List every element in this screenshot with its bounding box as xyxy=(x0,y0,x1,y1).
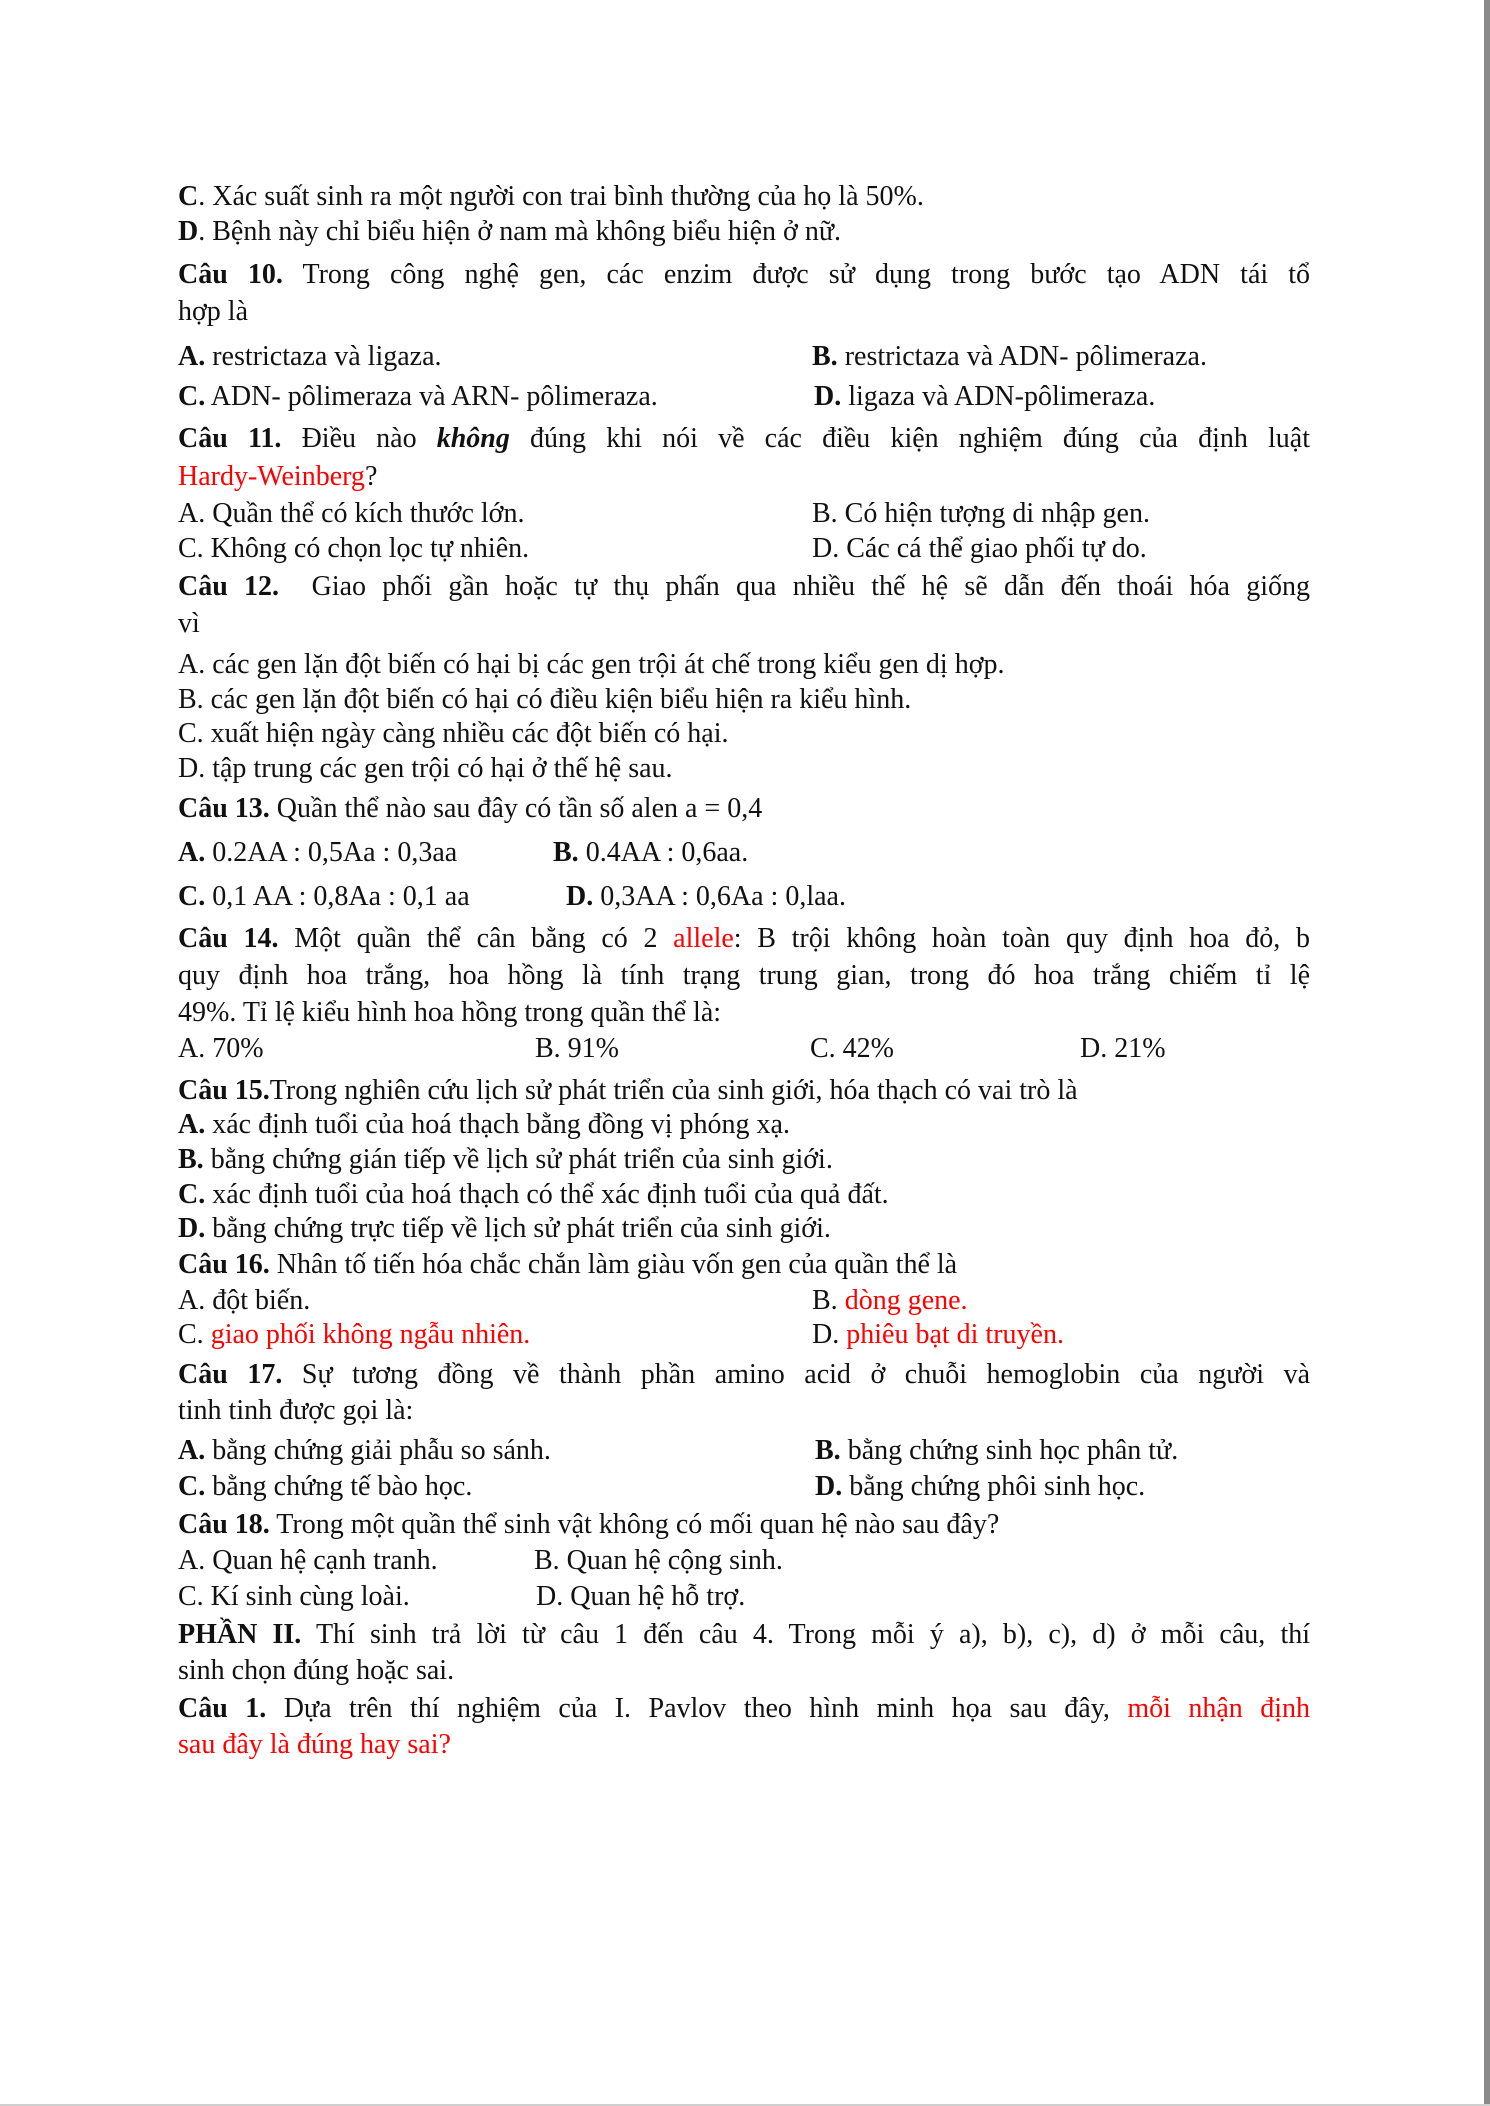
q16-option-a xyxy=(178,1285,310,1316)
part2-heading xyxy=(178,1618,1310,1652)
q15-option-b xyxy=(178,1143,833,1177)
q11-option-a: A. Quần thể có kích thước lớn. xyxy=(178,498,525,529)
option-text: dòng gene. xyxy=(844,1285,968,1316)
question-label: Câu 11. xyxy=(178,423,282,454)
option-letter: C. xyxy=(178,381,206,412)
q16-option-b xyxy=(812,1284,968,1318)
stem-text: Sự tương đồng về thành phần amino acid ở chuỗi hemoglobin của người và xyxy=(301,1359,1310,1390)
stem-text: Nhân tố tiến hóa chắc chắn làm giàu vốn gen của quần thể là xyxy=(276,1249,958,1280)
q16-options-row2 xyxy=(178,1318,1064,1352)
question-label: Câu 12. xyxy=(178,571,280,602)
highlighted-text: sau đây là đúng hay sai? xyxy=(178,1729,451,1760)
q16-stem xyxy=(178,1248,957,1282)
question-label: Câu 1. xyxy=(178,1693,267,1724)
option-text: 0.4AA : 0,6aa. xyxy=(585,837,749,868)
option-text: giao phối không ngẫu nhiên. xyxy=(210,1319,531,1350)
q10-option-b xyxy=(812,340,1207,374)
p2q1-stem xyxy=(178,1692,1310,1726)
q11-options-row2 xyxy=(178,532,1147,566)
q12-option-a: A. các gen lặn đột biến có hại bị các gen trội át chế trong kiểu gen dị hợp. xyxy=(178,649,1005,680)
highlighted-text: allele xyxy=(673,923,734,954)
q13-option-d xyxy=(566,880,846,914)
option-letter: C. xyxy=(178,1179,206,1210)
q9-option-d: D. Bệnh này chỉ biểu hiện ở nam mà không biểu hiện ở nữ. xyxy=(178,216,842,247)
stem-text: đúng khi nói về các điều kiện nghiệm đúng của định luật xyxy=(530,423,1311,454)
q18-option-d: D. Quan hệ hỗ trợ. xyxy=(536,1581,746,1612)
q17-option-b xyxy=(815,1434,1178,1468)
option-letter: C xyxy=(178,181,199,212)
question-label: Câu 17. xyxy=(178,1359,283,1390)
option-text: Xác suất sinh ra một người con trai bình thường của họ là 50%. xyxy=(212,181,924,212)
stem-text: Trong công nghệ gen, các enzim được sử dụng trong bước tạo ADN tái tổ xyxy=(302,259,1311,290)
q17-stem-cont: tinh tinh được gọi là: xyxy=(178,1395,414,1426)
option-text: bằng chứng giải phẫu so sánh. xyxy=(212,1435,551,1466)
q12-option-c: C. xuất hiện ngày càng nhiều các đột biến có hại. xyxy=(178,718,729,749)
q12-stem-cont xyxy=(178,607,200,641)
option-letter: A. xyxy=(178,341,206,372)
q11-option-d: D. Các cá thể giao phối tự do. xyxy=(812,533,1147,564)
option-text: bằng chứng phôi sinh học. xyxy=(849,1471,1146,1502)
option-letter: B. xyxy=(553,837,579,868)
option-letter: C. xyxy=(178,1319,204,1350)
q10-option-a xyxy=(178,341,442,372)
q14-option-c: C. 42% xyxy=(810,1033,894,1064)
option-text: ligaza và ADN-pôlimeraza. xyxy=(848,381,1156,412)
stem-text: Trong một quần thể sinh vật không có mối quan hệ nào sau đây? xyxy=(276,1509,1000,1540)
option-text: bằng chứng sinh học phân tử. xyxy=(847,1435,1179,1466)
option-letter: C. xyxy=(178,1471,206,1502)
q15-option-c xyxy=(178,1178,889,1212)
q14-option-d: D. 21% xyxy=(1080,1033,1166,1064)
q16-options-row1 xyxy=(178,1284,968,1318)
stem-text: Trong nghiên cứu lịch sử phát triển của sinh giới, hóa thạch có vai trò là xyxy=(269,1075,1078,1106)
stem-text: Điều nào xyxy=(301,423,417,454)
q10-stem xyxy=(178,258,1310,292)
option-text: 0,1 AA : 0,8Aa : 0,1 aa xyxy=(212,881,470,912)
option-letter: B. xyxy=(815,1435,841,1466)
stem-text: Giao phối gần hoặc tự thụ phấn qua nhiều thế hệ sẽ dẫn đến thoái hóa giống xyxy=(311,571,1311,602)
q13-option-b xyxy=(553,836,748,870)
q10-options-row1 xyxy=(178,340,1207,374)
q10-options-row2 xyxy=(178,380,1156,414)
option-text: bằng chứng gián tiếp về lịch sử phát triển của sinh giới. xyxy=(210,1144,833,1175)
q14-options xyxy=(178,1032,1166,1066)
q18-stem xyxy=(178,1508,999,1542)
option-text: 0.2AA : 0,5Aa : 0,3aa xyxy=(212,837,458,868)
section-label: PHẦN II. xyxy=(178,1619,302,1650)
question-label: Câu 13. xyxy=(178,793,270,824)
q15-option-a xyxy=(178,1108,790,1142)
question-label: Câu 10. xyxy=(178,259,283,290)
stem-text: Quần thể nào sau đây có tần số alen a = 0,4 xyxy=(276,793,763,824)
option-text: restrictaza và ligaza. xyxy=(212,341,442,372)
q15-option-d xyxy=(178,1212,831,1246)
option-letter: D. xyxy=(812,1319,840,1350)
option-text: phiêu bạt di truyền. xyxy=(846,1319,1064,1350)
q14-stem-cont: 49%. Tỉ lệ kiểu hình hoa hồng trong quần thể là: xyxy=(178,997,722,1028)
option-letter: A. xyxy=(178,1435,206,1466)
stem-text: Dựa trên thí nghiệm của I. Pavlov theo hình minh họa sau đây, xyxy=(283,1693,1110,1724)
q11-option-c: C. Không có chọn lọc tự nhiên. xyxy=(178,533,530,564)
highlighted-text: Hardy-Weinberg xyxy=(178,461,365,492)
option-text: bằng chứng trực tiếp về lịch sử phát triển của sinh giới. xyxy=(212,1213,831,1244)
q17-stem xyxy=(178,1358,1310,1392)
q11-stem xyxy=(178,422,1310,456)
q17-option-d xyxy=(815,1470,1145,1504)
emphasis-text: không xyxy=(436,423,510,454)
q13-option-a xyxy=(178,837,457,868)
option-letter: B. xyxy=(178,1144,204,1175)
q16-option-d xyxy=(812,1318,1064,1352)
q16-option-c xyxy=(178,1319,530,1350)
q13-option-c xyxy=(178,881,470,912)
option-text: xác định tuổi của hoá thạch có thể xác định tuổi của quả đất. xyxy=(212,1179,889,1210)
option-text: 0,3AA : 0,6Aa : 0,laa. xyxy=(600,881,846,912)
q15-stem xyxy=(178,1074,1078,1108)
q13-stem xyxy=(178,792,762,826)
q13-options-row2 xyxy=(178,880,846,914)
q10-option-c xyxy=(178,381,658,412)
q12-option-b: B. các gen lặn đột biến có hại có điều kiện biểu hiện ra kiểu hình. xyxy=(178,684,912,715)
q12-option-d: D. tập trung các gen trội có hại ở thế hệ sau. xyxy=(178,753,673,784)
q17-options-row2 xyxy=(178,1470,1146,1504)
q10-option-d xyxy=(814,380,1155,414)
q17-option-c xyxy=(178,1471,472,1502)
option-text: ADN- pôlimeraza và ARN- pôlimeraza. xyxy=(210,381,658,412)
p2q1-stem-cont xyxy=(178,1728,451,1762)
option-letter: A. xyxy=(178,837,206,868)
stem-text: Một quần thể cân bằng có 2 xyxy=(294,923,658,954)
q10-stem-cont xyxy=(178,295,248,329)
q14-stem-cont: quy định hoa trắng, hoa hồng là tính trạng trung gian, trong đó hoa trắng chiếm tỉ lệ xyxy=(178,960,1310,991)
q18-option-a: A. Quan hệ cạnh tranh. xyxy=(178,1545,438,1576)
option-letter: A. xyxy=(178,1285,206,1316)
option-letter: D. xyxy=(178,1213,206,1244)
question-label: Câu 14. xyxy=(178,923,279,954)
q11-options-row1 xyxy=(178,497,1150,531)
option-text: đột biến. xyxy=(212,1285,311,1316)
q11-option-b: B. Có hiện tượng di nhập gen. xyxy=(812,498,1150,529)
highlighted-text: mỗi nhận định xyxy=(1127,1693,1311,1724)
q18-options-row2 xyxy=(178,1580,746,1614)
q17-options-row1 xyxy=(178,1434,1179,1468)
q9-option-c: C. Xác suất sinh ra một người con trai bình thường của họ là 50%. xyxy=(178,181,924,212)
section-instructions: Thí sinh trả lời từ câu 1 đến câu 4. Trong mỗi ý a), b), c), d) ở mỗi câu, thí xyxy=(315,1619,1310,1650)
stem-text: hợp là xyxy=(178,296,249,327)
stem-text: : B trội không hoàn toàn quy định hoa đỏ, b xyxy=(733,923,1310,954)
q18-option-b: B. Quan hệ cộng sinh. xyxy=(534,1545,783,1576)
option-letter: B. xyxy=(812,1285,838,1316)
option-letter: A. xyxy=(178,1109,206,1140)
q14-option-a: A. 70% xyxy=(178,1033,264,1064)
question-label: Câu 15. xyxy=(178,1075,270,1106)
option-letter: D xyxy=(178,216,199,247)
option-letter: D. xyxy=(566,881,594,912)
option-letter: C. xyxy=(178,881,206,912)
q17-option-a xyxy=(178,1435,551,1466)
q14-stem xyxy=(178,922,1310,956)
option-text: Bệnh này chỉ biểu hiện ở nam mà không biểu hiện ở nữ. xyxy=(212,216,842,247)
q18-options-row1 xyxy=(178,1544,783,1578)
option-text: xác định tuổi của hoá thạch bằng đồng vị phóng xạ. xyxy=(212,1109,790,1140)
q18-option-c: C. Kí sinh cùng loài. xyxy=(178,1581,410,1612)
question-label: Câu 16. xyxy=(178,1249,270,1280)
page-edge-right xyxy=(1484,0,1490,2106)
part2-instructions-cont: sinh chọn đúng hoặc sai. xyxy=(178,1655,455,1686)
stem-text: vì xyxy=(178,608,200,639)
option-letter: B. xyxy=(812,341,838,372)
q14-option-b: B. 91% xyxy=(535,1033,619,1064)
option-text: restrictaza và ADN- pôlimeraza. xyxy=(844,341,1207,372)
q13-options-row1 xyxy=(178,836,749,870)
q11-stem-cont xyxy=(178,460,377,494)
question-label: Câu 18. xyxy=(178,1509,270,1540)
q12-stem xyxy=(178,570,1310,604)
stem-text: ? xyxy=(364,461,378,492)
option-letter: D. xyxy=(815,1471,843,1502)
option-letter: D. xyxy=(814,381,842,412)
option-text: bằng chứng tế bào học. xyxy=(212,1471,473,1502)
